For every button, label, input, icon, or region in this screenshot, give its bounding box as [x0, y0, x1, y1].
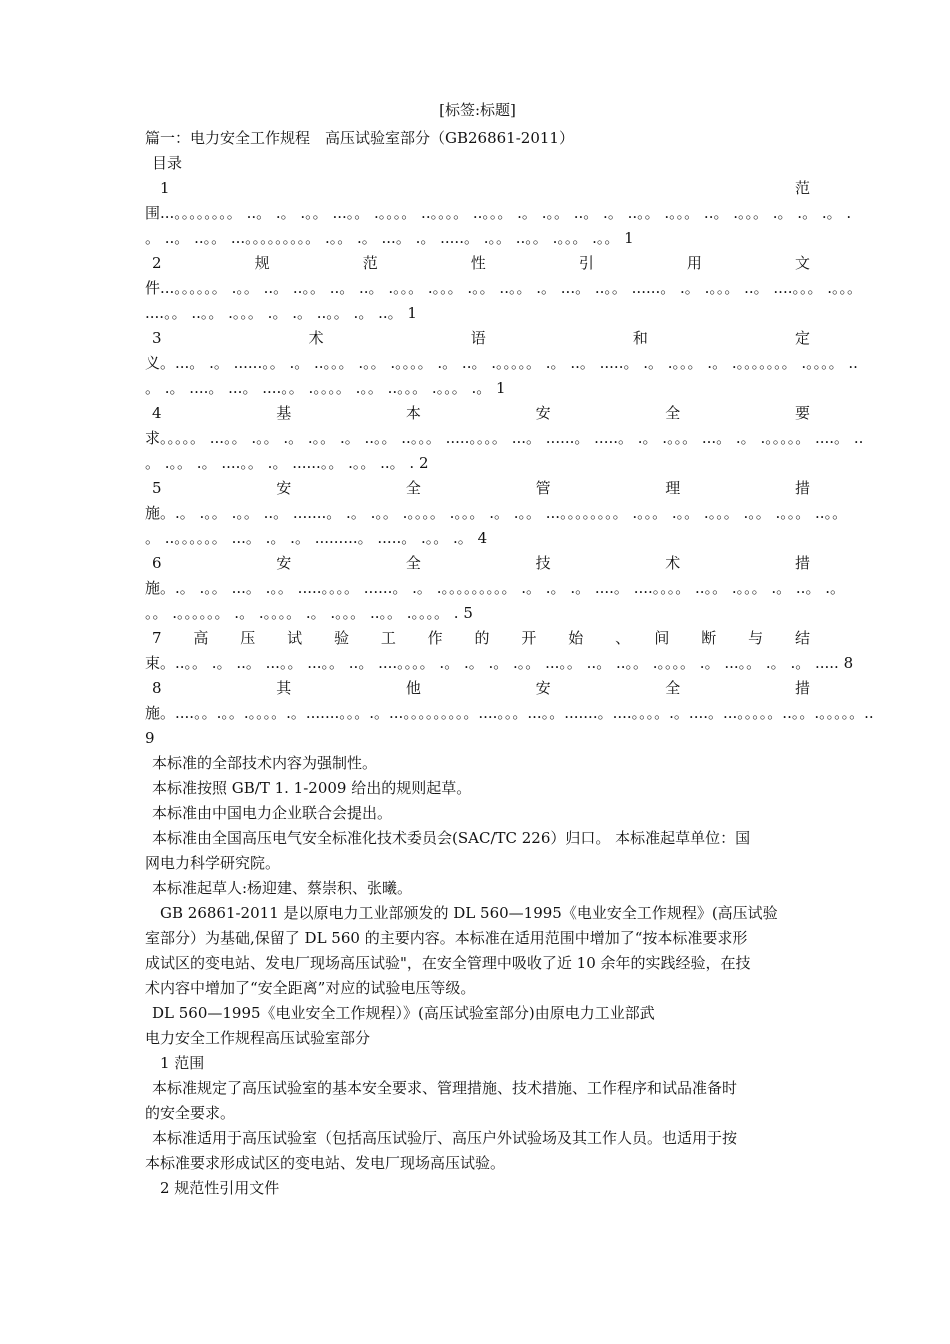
paragraph: 本标准由中国电力企业联合会提出。	[152, 804, 393, 822]
paragraph: 成试区的变电站、发电厂现场高压试验"，在安全管理中吸收了近 10 余年的实践经验，在技	[145, 954, 751, 972]
toc-leader: 。 .。。 .。 ....。。 .。 ......。。 .。。 ..。 . 2	[145, 454, 429, 472]
toc-entry-4[interactable]: 4 基 本 安 全 要	[152, 404, 810, 422]
paragraph: 本标准按照 GB/T 1. 1-2009 给出的规则起草。	[152, 779, 472, 797]
toc-entry-1[interactable]	[145, 178, 810, 198]
paragraph: 本标准起草人:杨迎建、蔡崇积、张曦。	[152, 879, 413, 897]
toc-entry-6[interactable]: 6 安 全 技 术 措	[152, 554, 810, 572]
section-heading: 电力安全工作规程高压试验室部分	[145, 1029, 371, 1047]
paragraph: 室部分）为基础,保留了 DL 560 的主要内容。本标准在适用范围中增加了“按本标准要求形	[145, 929, 748, 947]
toc-leader: 求。。。。。 ...。。 .。。 .。 .。。 .。 ..。。 ..。。。 .....。。。。 ...。 ......。 .....。 .。 .。。。 ...。 .。 .。。。。。 ....。 ..	[145, 429, 864, 447]
toc-entry-2[interactable]: 2 规 范 性 引 用 文	[152, 254, 810, 272]
paragraph: 的安全要求。	[145, 1104, 236, 1122]
toc-leader: 件...。。。。。。 .。。 ..。 ..。。 ..。 ..。 .。。。 .。。。 .。。 ..。。 .。 ...。 ..。。 ......。 .。 .。。。 ..。 ....。。。 .。。。	[145, 279, 863, 297]
toc-page-number: 9	[145, 729, 155, 747]
toc-entry-5[interactable]: 5 安 全 管 理 措	[152, 479, 810, 497]
toc-leader: 义。...。 .。 ......。。 .。 ..。。。 .。。 .。。。。 .。 ..。 .。。。。。 .。 ..。 .....。 .。 .。。。 .。 .。。。。。。。 .。。。。 ..	[145, 354, 858, 372]
section-heading: 2 规范性引用文件	[160, 1179, 280, 1197]
toc-leader: 束。..。。 .。 ..。 ...。。 ...。。 ..。 ....。。。。 .。 .。 .。 .。。 ...。。 ..。 ..。。 .。。。。 .。 ...。。 .。 .。 ..... 8	[145, 654, 854, 672]
toc-page-number: 1	[496, 379, 506, 397]
toc-title-char: 范	[794, 179, 810, 197]
toc-page-number: 5	[463, 604, 473, 622]
toc-leader: 。 ..。 ..。。 ...。。。。。。。。。 .。。 .。 ...。 .。 .....。 .。。 ..。。 .。。。 .。。 1	[145, 229, 634, 247]
paragraph: 本标准要求形成试区的变电站、发电厂现场高压试验。	[145, 1154, 506, 1172]
header-tag: [标签:标题]	[439, 101, 516, 119]
toc-number: 1	[160, 179, 170, 197]
section-heading: 1 范围	[160, 1054, 205, 1072]
toc-heading: 目录	[152, 154, 183, 172]
toc-leader: 围...。。。。。。。。 ..。 .。 .。。 ...。。 .。。。。 ..。。。。 ..。。。 .。 .。。 ..。 .。 ..。。 .。。。 ..。 .。。。 .。 .。 .。 .	[145, 204, 852, 222]
toc-leader: 。 ..。。。。。。 ...。 .。 .。 .........。 .....。 .。。 .。 4	[145, 529, 488, 547]
toc-leader: 施。.。 .。。 ...。 .。。 .....。。。。 ......。 .。 .。。。。。。。。。 .。 .。 .。 ....。 ....。。。。 ..。。 .。。。 .。 ..。 .。	[145, 579, 845, 597]
toc-entry-3[interactable]: 3 术 语 和 定	[152, 329, 810, 347]
toc-page-number: 1	[624, 229, 634, 247]
toc-page-number: 4	[477, 529, 488, 547]
toc-leader: 施。....。。.。。.。。。。.。.......。。。.。...。。。。。。。。。....。。。...。。.......。....。。。。.。....。...。。。。。..。。.。。。。。..	[145, 704, 874, 722]
toc-leader: 。 .。 ....。 ...。 ....。。 .。。。。 .。。 ..。。。 .。。。 .。 1	[145, 379, 506, 397]
toc-page-number: 2	[418, 454, 429, 472]
toc-page-number: 8	[843, 654, 854, 672]
toc-page-number: 1	[407, 304, 417, 322]
page-title: 篇一：电力安全工作规程 高压试验室部分（GB26861-2011）	[145, 129, 574, 147]
toc-leader: ....。。 ..。。 .。。。 .。 .。 ..。。 .。 ..。 1	[145, 304, 417, 322]
paragraph: DL 560—1995《电业安全工作规程）》(高压试验室部分)由原电力工业部武	[152, 1004, 655, 1022]
paragraph: GB 26861-2011 是以原电力工业部颁发的 DL 560—1995《电业安全工作规程》(高压试验	[160, 904, 778, 922]
paragraph: 本标准规定了高压试验室的基本安全要求、管理措施、技术措施、工作程序和试品准备时	[152, 1079, 738, 1097]
toc-leader: 。。 .。。。。。。 .。 .。。。。 .。 .。。。 ..。。 .。。。。 . 5	[145, 604, 473, 622]
paragraph: 本标准由全国高压电气安全标准化技术委员会(SAC/TC 226）归口。 本标准起草单位：国	[152, 829, 751, 847]
paragraph: 术内容中增加了“安全距离”对应的试验电压等级。	[145, 979, 476, 997]
toc-entry-7[interactable]: 7 高 压 试 验 工 作 的 开 始 、 间 断 与 结	[152, 629, 810, 647]
paragraph: 本标准适用于高压试验室（包括高压试验厅、高压户外试验场及其工作人员。也适用于按	[152, 1129, 738, 1147]
paragraph: 本标准的全部技术内容为强制性。	[152, 754, 378, 772]
toc-entry-8[interactable]: 8 其 他 安 全 措	[152, 679, 810, 697]
paragraph: 网电力科学研究院。	[145, 854, 281, 872]
toc-leader: 施。.。 .。。 .。。 ..。 .......。 .。 .。。 .。。。。 .。。。 .。 .。。 ...。。。。。。。。 .。。。 .。。 .。。。 .。。 .。。。 ..。。	[145, 504, 848, 522]
